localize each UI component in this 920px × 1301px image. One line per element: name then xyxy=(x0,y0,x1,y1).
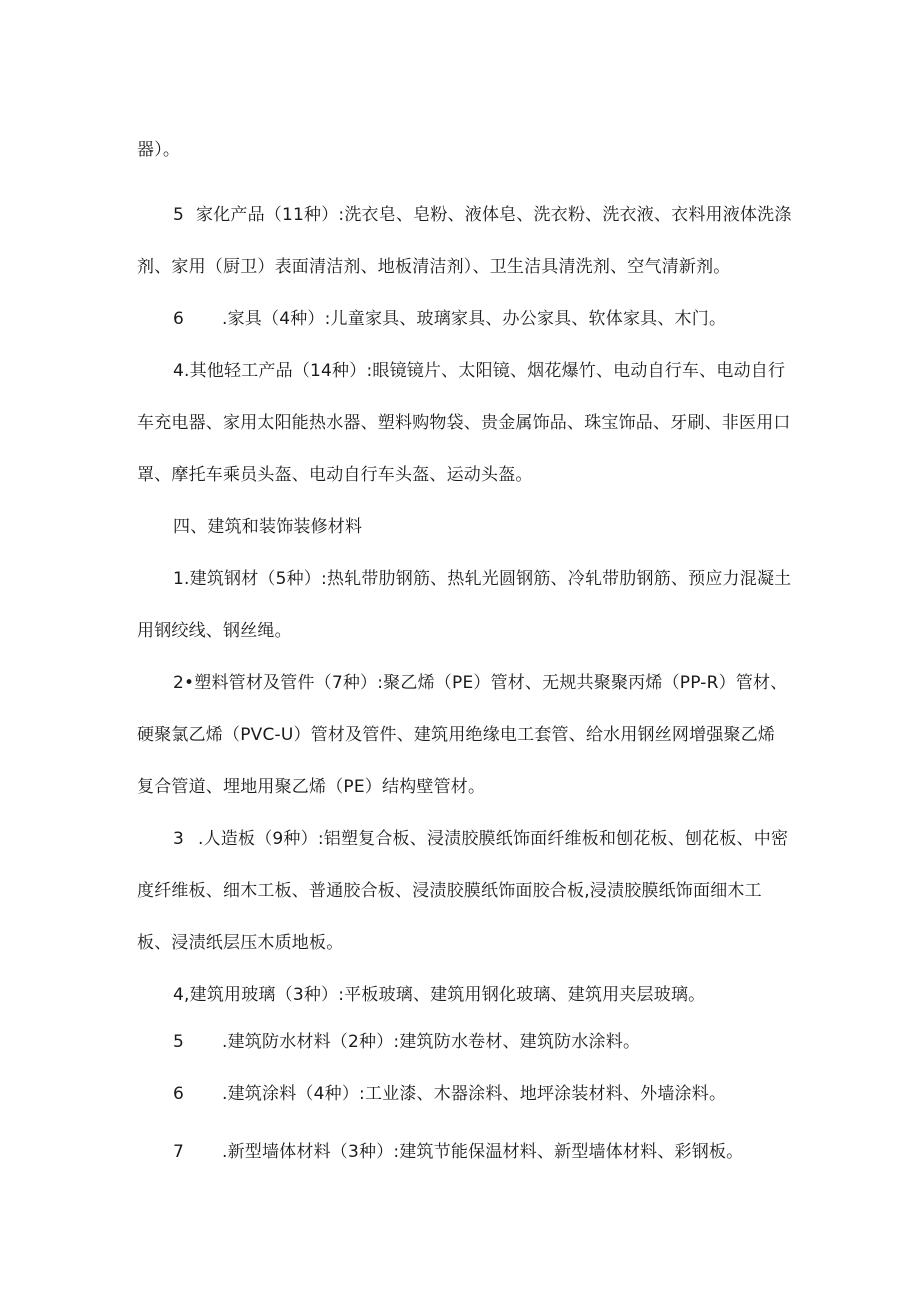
text-line: .人造板（9种）:铝塑复合板、浸渍胶膜纸饰面纤维板和刨花板、刨花板、中密 xyxy=(198,829,789,849)
item-number: 3 xyxy=(173,829,185,849)
item-number: 5 xyxy=(173,1032,185,1052)
text-line: 4.其他轻工产品（14种）:眼镜镜片、太阳镜、烟花爆竹、电动自行车、电动自行 xyxy=(173,361,786,381)
item-number: 5 xyxy=(173,205,185,225)
text-line: 度纤维板、细木工板、普通胶合板、浸渍胶膜纸饰面胶合板,浸渍胶膜纸饰面细木工 xyxy=(137,881,762,901)
item-number: 6 xyxy=(173,1084,185,1104)
text-line: 车充电器、家用太阳能热水器、塑料购物袋、贵金属饰品、珠宝饰品、牙刷、非医用口 xyxy=(137,413,791,433)
text-line: .建筑防水材料（2种）:建筑防水卷材、建筑防水涂料。 xyxy=(222,1032,641,1052)
text-line: 家化产品（11种）:洗衣皂、皂粉、液体皂、洗衣粉、洗衣液、衣料用液体洗涤 xyxy=(196,205,792,225)
text-line: .建筑涂料（4种）:工业漆、木器涂料、地坪涂装材料、外墙涂料。 xyxy=(222,1084,727,1104)
text-line: 4,建筑用玻璃（3种）:平板玻璃、建筑用钢化玻璃、建筑用夹层玻璃。 xyxy=(173,985,706,1005)
text-line: 板、浸渍纸层压木质地板。 xyxy=(137,933,344,953)
text-line: 器）。 xyxy=(137,140,181,160)
text-line: 2•塑料管材及管件（7种）:聚乙烯（PE）管材、无规共聚聚丙烯（PP-R）管材、 xyxy=(173,673,788,693)
item-number: 7 xyxy=(173,1142,185,1162)
text-line: 剂、家用（厨卫）表面清洁剂、地板清洁剂）、卫生洁具清洗剂、空气清新剂。 xyxy=(137,257,731,277)
section-heading: 四、建筑和装饰装修材料 xyxy=(173,517,363,537)
text-line: .家具（4种）:儿童家具、玻璃家具、办公家具、软体家具、木门。 xyxy=(222,309,727,329)
text-line: 复合管道、埋地用聚乙烯（PE）结构壁管材。 xyxy=(137,777,486,797)
text-line: 1.建筑钢材（5种）:热轧带肋钢筋、热轧光圆钢筋、冷轧带肋钢筋、预应力混凝土 xyxy=(173,569,792,589)
text-line: 硬聚氯乙烯（PVC-U）管材及管件、建筑用绝缘电工套管、给水用钢丝网增强聚乙烯 xyxy=(137,725,776,745)
text-line: .新型墙体材料（3种）:建筑节能保温材料、新型墙体材料、彩钢板。 xyxy=(222,1142,744,1162)
item-number: 6 xyxy=(173,309,185,329)
text-line: 用钢绞线、钢丝绳。 xyxy=(137,621,292,641)
text-line: 罩、摩托车乘员头盔、电动自行车头盔、运动头盔。 xyxy=(137,465,533,485)
